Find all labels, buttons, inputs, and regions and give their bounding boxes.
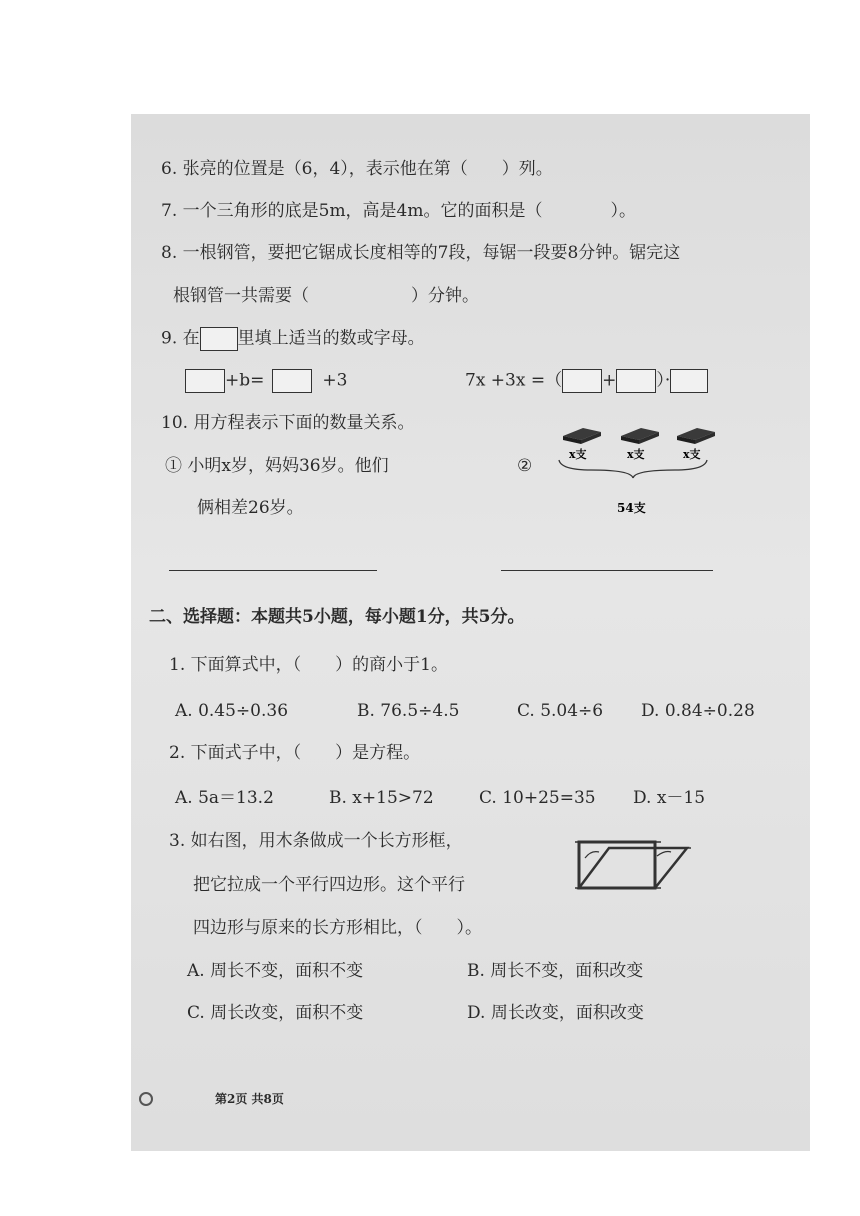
frame-diagram: [571, 836, 695, 896]
q3-option-b: B. 周长不变，面积改变: [467, 961, 644, 981]
answer-box: [272, 369, 312, 393]
answer-line: [501, 570, 713, 571]
question-9-equation-1: [185, 369, 347, 393]
q1-option-a: A. 0.45÷0.36: [175, 701, 289, 721]
pencil-box-diagram: [551, 416, 731, 526]
question-6: 6. 张亮的位置是（6，4），表示他在第（ ）列。: [161, 159, 553, 179]
q2-option-d: D. x－15: [633, 788, 706, 808]
choice-question-1: 1. 下面算式中，（ ）的商小于1。: [169, 655, 448, 675]
q1-option-b: B. 76.5÷4.5: [357, 701, 460, 721]
choice-question-3-line3: 四边形与原来的长方形相比，（ ）。: [193, 918, 482, 938]
pencil-box-icon: [563, 428, 601, 444]
q1-option-c: C. 5.04÷6: [517, 701, 604, 721]
q3-option-c: C. 周长改变，面积不变: [187, 1003, 364, 1023]
eq1-plus-3: +3: [322, 370, 348, 391]
exam-page: [131, 114, 810, 1151]
q1-option-d: D. 0.84÷0.28: [641, 701, 755, 721]
answer-box: [670, 369, 708, 393]
question-9-equation-2: [465, 369, 708, 393]
eq2-lhs: 7x +3x =（: [465, 370, 563, 391]
eq2-plus: +: [602, 370, 617, 391]
answer-box: [562, 369, 602, 393]
question-9: [161, 327, 425, 351]
unit-label: x支: [627, 448, 645, 461]
punch-hole-icon: [139, 1092, 153, 1106]
page-number: 第2页 共8页: [215, 1092, 284, 1106]
section-heading: 二、选择题：本题共5小题，每小题1分，共5分。: [149, 607, 525, 627]
brace: [559, 460, 707, 478]
question-7: 7. 一个三角形的底是5m，高是4m。它的面积是（ ）。: [161, 201, 636, 221]
q2-option-b: B. x+15>72: [329, 788, 434, 808]
pencil-box-icon: [621, 428, 659, 444]
choice-question-2: 2. 下面式子中，（ ）是方程。: [169, 743, 421, 763]
question-10-part2-label: ②: [517, 456, 533, 476]
choice-question-3-line1: 3. 如右图，用木条做成一个长方形框，: [169, 831, 463, 851]
unit-label: x支: [569, 448, 587, 461]
q2-option-c: C. 10+25=35: [479, 788, 596, 808]
q3-option-a: A. 周长不变，面积不变: [187, 961, 364, 981]
question-9-suffix: 里填上适当的数或字母。: [237, 328, 425, 349]
question-10-part1-line1: ① 小明x岁，妈妈36岁。他们: [165, 456, 389, 476]
answer-line: [169, 570, 377, 571]
q3-option-d: D. 周长改变，面积改变: [467, 1003, 644, 1023]
question-8-line1: 8. 一根钢管，要把它锯成长度相等的7段，每锯一段要8分钟。锯完这: [161, 243, 681, 263]
answer-box: [185, 369, 225, 393]
arrow-icon: [585, 852, 599, 858]
q2-option-a: A. 5a＝13.2: [175, 788, 274, 808]
question-10-part1-line2: 俩相差26岁。: [197, 498, 304, 518]
total-label: 54支: [617, 501, 646, 515]
question-9-prefix: 9. 在: [161, 328, 200, 349]
unit-label: x支: [683, 448, 701, 461]
arrow-icon: [657, 852, 671, 857]
choice-question-3-line2: 把它拉成一个平行四边形。这个平行: [193, 875, 465, 895]
parallelogram-frame: [579, 848, 687, 888]
answer-box: [200, 327, 238, 351]
eq2-dot: ）·: [656, 370, 671, 391]
eq1-plus-b: +b=: [225, 370, 265, 391]
pencil-box-icon: [677, 428, 715, 444]
question-8-line2: 根钢管一共需要（ ）分钟。: [173, 286, 479, 306]
answer-box: [616, 369, 656, 393]
question-10: 10. 用方程表示下面的数量关系。: [161, 413, 415, 433]
